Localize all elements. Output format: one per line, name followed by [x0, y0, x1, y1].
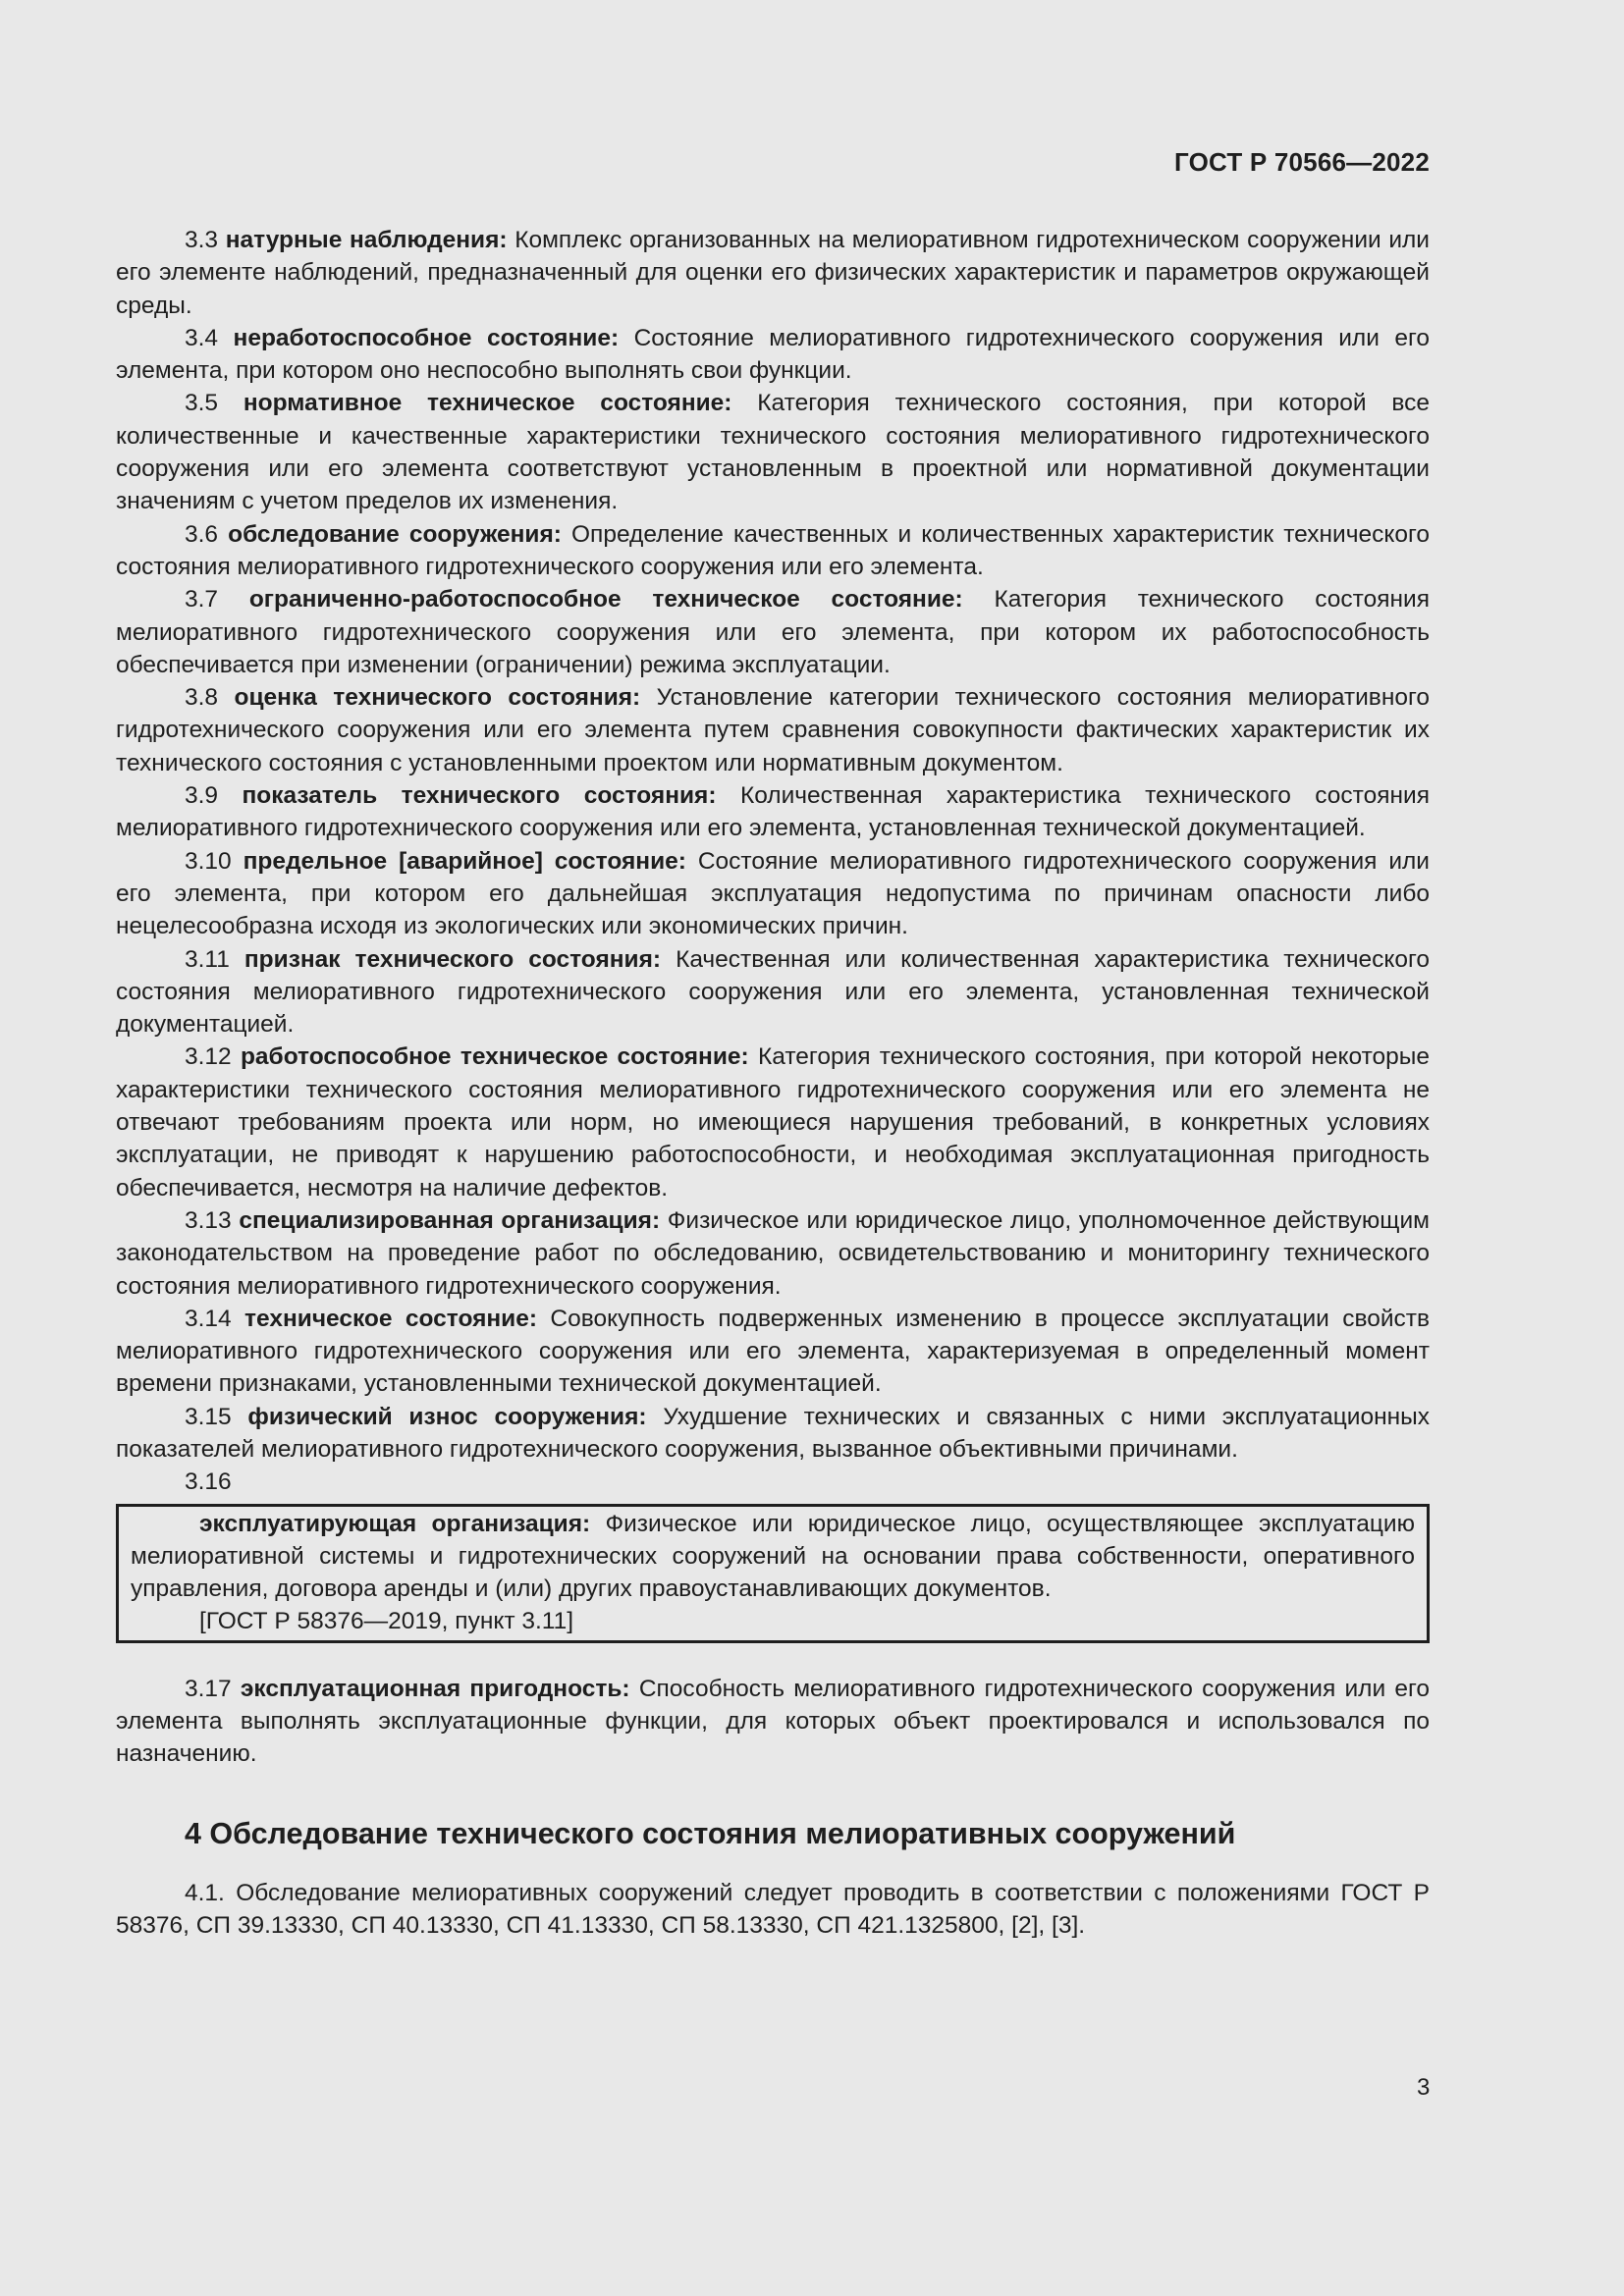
term-item: 3.9 показатель технического состояния: Количественная характеристика технического состояния мелиоративного гидротехнического сооружения или его элемента, установленная технической документацией.: [116, 782, 1430, 842]
term-item-3-17: 3.17 эксплуатационная пригодность: Способность мелиоративного гидротехнического сооружения или его элемента выполнять эксплуатационные функции, для которых объект проектировался и использовался по назначению.: [116, 1675, 1431, 1768]
page-content: [116, 224, 1430, 1942]
term-item: 3.6 обследование сооружения: Определение качественных и количественных характеристик технического состояния мелиоративного гидротехнического сооружения или его элемента.: [116, 520, 1430, 580]
section-paragraph: 4.1. Обследование мелиоративных сооружений следует проводить в соответствии с положениями ГОСТ Р 58376, СП 39.13330, СП 40.13330, СП 41.13330, СП 58.13330, СП 421.1325800, [2], [3].: [116, 1879, 1430, 1939]
document-code-header: ГОСТ Р 70566—2022: [1174, 147, 1430, 177]
term-item: 3.15 физический износ сооружения: Ухудшение технических и связанных с ними эксплуатационных показателей мелиоративного гидротехнического сооружения, вызванное объективными причинами.: [116, 1403, 1430, 1463]
section-heading: 4 Обследование технического состояния мелиоративных сооружений: [185, 1816, 1236, 1850]
borrowed-term-box: [116, 1504, 1430, 1643]
term-item: 3.5 нормативное техническое состояние: Категория технического состояния, при которой все количественные и качественные характеристики технического состояния мелиоративного гидротехнического сооружения или его элемента соответствуют установленным в проектной или нормативной документации значениям с учетом пределов их изменения.: [116, 390, 1430, 515]
terms-list: [116, 224, 1430, 1466]
term-number-3-16: 3.16: [185, 1468, 232, 1496]
borrowed-term-definition: Физическое или юридическое лицо, осуществляющее эксплуатацию мелиоративной системы и гидротехнических сооружений на основании права собственности, оперативного управления, договора аренды и (или) других правоустанавливающих документов.: [131, 1510, 1415, 1603]
borrowed-term-reference: [ГОСТ Р 58376—2019, пункт 3.11]: [199, 1608, 574, 1635]
term-item: 3.10 предельное [аварийное] состояние: Состояние мелиоративного гидротехнического сооружения или его элемента, при котором его дальнейшая эксплуатация недопустима по причинам опасности либо нецелесообразна исходя из экологических или экономических причин.: [116, 847, 1430, 940]
term-item: 3.13 специализированная организация: Физическое или юридическое лицо, уполномоченное действующим законодательством на проведение работ по обследованию, освидетельствованию и мониторингу технического состояния мелиоративного гидротехнического сооружения.: [116, 1206, 1430, 1300]
term-item: 3.11 признак технического состояния: Качественная или количественная характеристика технического состояния мелиоративного гидротехнического сооружения или его элемента, установленная технической документацией.: [116, 945, 1431, 1039]
term-item: 3.4 неработоспособное состояние: Состояние мелиоративного гидротехнического сооружения или его элемента, при котором оно неспособно выполнять свои функции.: [116, 324, 1431, 385]
borrowed-term-text: [131, 1508, 1415, 1606]
page-number: 3: [1417, 2074, 1431, 2101]
term-item: 3.3 натурные наблюдения: Комплекс организованных на мелиоративном гидротехническом сооружении или его элементе наблюдений, предназначенный для оценки его физических характеристик и параметров окружающей среды.: [116, 227, 1430, 319]
term-item: 3.7 ограниченно-работоспособное техническое состояние: Категория технического состояния мелиоративного гидротехнического сооружения или его элемента, при котором их работоспособность обеспечивается при изменении (ограничении) режима эксплуатации.: [116, 586, 1430, 678]
term-item: 3.12 работоспособное техническое состояние: Категория технического состояния, при которой некоторые характеристики технического состояния мелиоративного гидротехнического сооружения или его элемента не отвечают требованиям проекта или норм, но имеющиеся нарушения требований, в конкретных условиях эксплуатации, не приводят к нарушению работоспособности, и необходимая эксплуатационная пригодность обеспечивается, несмотря на наличие дефектов.: [116, 1043, 1431, 1201]
term-item: 3.14 техническое состояние: Совокупность подверженных изменению в процессе эксплуатации свойств мелиоративного гидротехнического сооружения или его элемента, характеризуемая в определенный момент времени признаками, установленными технической документацией.: [116, 1305, 1430, 1398]
borrowed-term-name: эксплуатирующая организация:: [199, 1510, 591, 1537]
term-item: 3.8 оценка технического состояния: Установление категории технического состояния мелиоративного гидротехнического сооружения или его элемента путем сравнения совокупности фактических характеристик их технического состояния с установленными проектом или нормативным документом.: [116, 684, 1431, 776]
